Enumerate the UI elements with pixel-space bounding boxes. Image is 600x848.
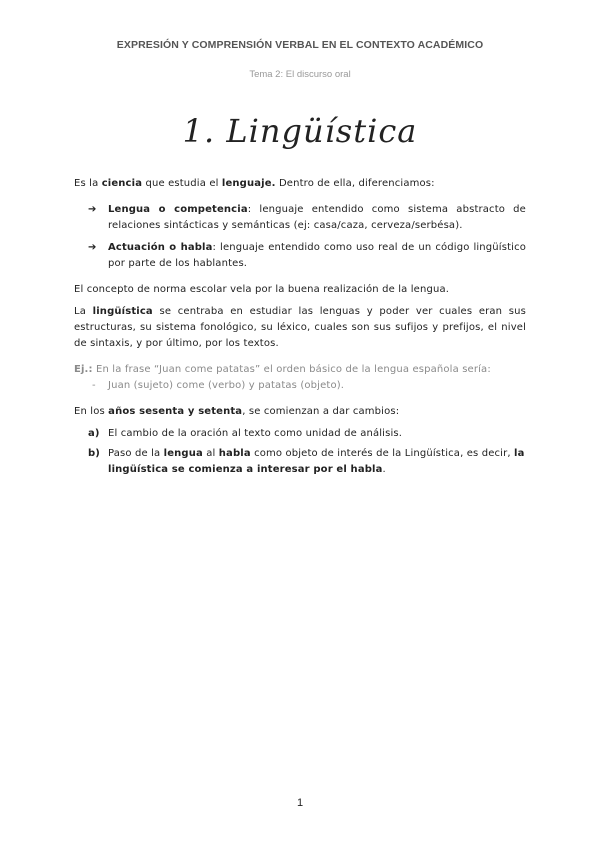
intro-text-3: Dentro de ella, diferenciamos: [275, 178, 435, 189]
decades-text-2: , se comienzan a dar cambios: [242, 406, 400, 417]
body-content [74, 176, 526, 482]
distinction-item-actuacion [74, 240, 526, 272]
change-text-2: al [202, 448, 219, 459]
linguistica-paragraph [74, 304, 526, 352]
section-title: 1. Lingüística [182, 112, 418, 150]
example-item-text: Juan (sujeto) come (verbo) y patatas (objeto). [108, 380, 345, 391]
example-paragraph [74, 362, 526, 378]
arrow-icon: ➔ [88, 242, 97, 253]
decades-text-1: En los [74, 406, 109, 417]
list-letter: a) [88, 428, 100, 439]
intro-text-2: que estudia el [142, 178, 222, 189]
linguistica-bold: lingüística [92, 306, 153, 317]
arrow-icon: ➔ [88, 204, 97, 215]
change-text: El cambio de la oración al texto como unidad de análisis. [108, 428, 403, 439]
change-item-a [74, 426, 526, 442]
change-text-4: . [382, 464, 386, 475]
intro-text-1: Es la [74, 178, 102, 189]
example-list-item [74, 378, 526, 394]
distinction-term: Actuación o habla [108, 242, 213, 253]
linguistica-text-1: La [74, 306, 93, 317]
page-number: 1 [296, 797, 304, 809]
change-item-b [74, 446, 526, 478]
example-label: Ej.: [74, 364, 93, 375]
linguistica-text-2: se centraba en estudiar las lenguas y poder ver cuales eran sus estructuras, su sistema fonológico, su léxico, cuales son sus sufijos y prefijos, el nivel de sintaxis, y por último, por los textos. [74, 306, 527, 349]
change-text-3: como objeto de interés de la Lingüística, es decir, [250, 448, 515, 459]
decades-paragraph [74, 404, 526, 420]
intro-bold-lenguaje: lenguaje. [221, 178, 276, 189]
change-bold-conclusion: la lingüística se comienza a interesar por el habla [108, 448, 525, 475]
page-header-course-title: EXPRESIÓN Y COMPRENSIÓN VERBAL EN EL CONTEXTO ACADÉMICO [116, 39, 484, 51]
example-text: En la frase “Juan come patatas” el orden básico de la lengua española sería: [92, 364, 491, 375]
distinction-text: : lenguaje entendido como sistema abstracto de relaciones sintácticas y semánticas (ej: casa/caza, cerveza/serbésa). [108, 204, 526, 231]
distinction-text: : lenguaje entendido como uso real de un código lingüístico por parte de los hablantes. [108, 242, 526, 269]
distinction-term: Lengua o competencia [108, 204, 248, 215]
page-header-topic: Tema 2: El discurso oral [249, 69, 351, 80]
dash-bullet: - [92, 380, 96, 391]
decades-bold: años sesenta y setenta [108, 406, 243, 417]
intro-bold-ciencia: ciencia [101, 178, 143, 189]
norma-paragraph: El concepto de norma escolar vela por la buena realización de la lengua. [74, 284, 450, 295]
distinction-item-lengua [74, 202, 526, 234]
change-text-1: Paso de la [108, 448, 164, 459]
intro-paragraph [74, 176, 526, 192]
change-bold-habla: habla [218, 448, 251, 459]
list-letter: b) [88, 448, 101, 459]
change-bold-lengua: lengua [163, 448, 203, 459]
